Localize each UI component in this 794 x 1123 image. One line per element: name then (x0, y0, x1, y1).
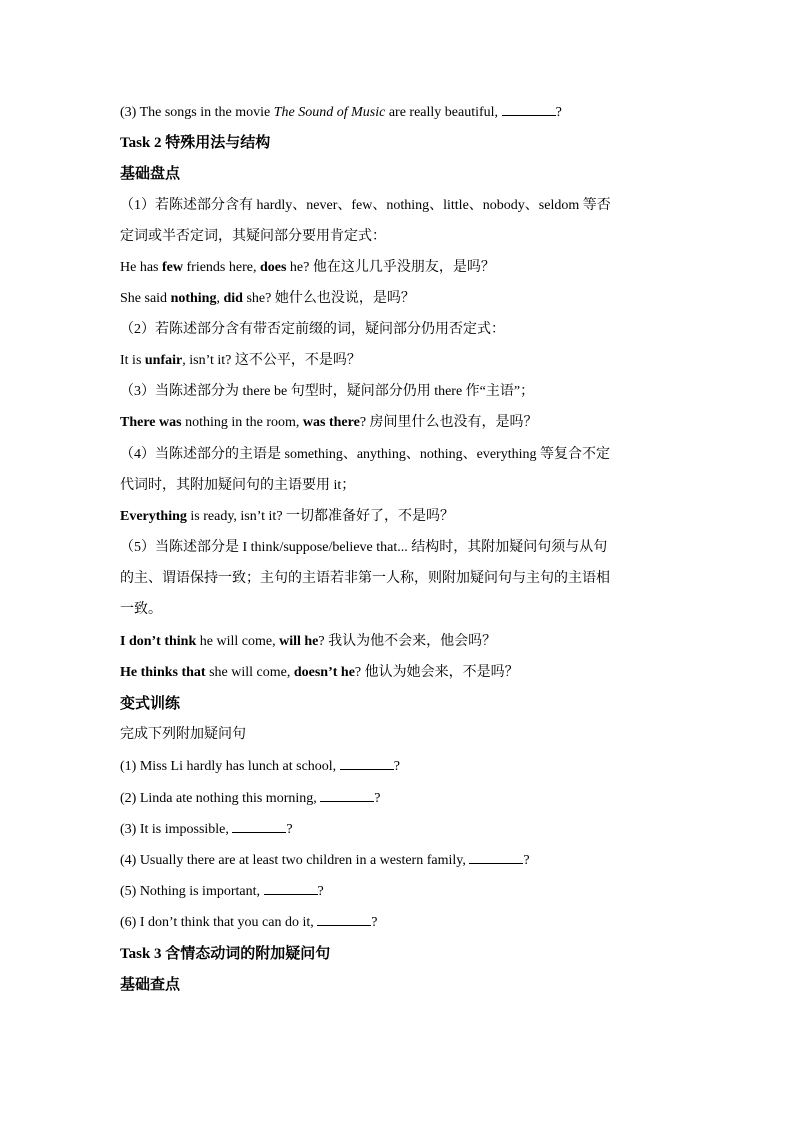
text-line (120, 477, 680, 495)
text-line (120, 103, 680, 122)
text-line (120, 882, 680, 901)
answer-blank (469, 851, 523, 864)
answer-blank (320, 789, 374, 802)
answer-blank (264, 882, 318, 895)
text-run: ? 我认为他不会来，他会吗？ (318, 634, 497, 649)
text-line (120, 414, 680, 432)
text-run: （1）若陈述部分含有 hardly、never、few、nothing、little、nobody、seldom 等否 (120, 198, 611, 213)
text-line (120, 633, 680, 651)
text-run: ? (317, 884, 324, 899)
text-run: (4) Usually there are at least two children in a western family, (120, 853, 470, 868)
text-run: (3) The songs in the movie (120, 105, 274, 120)
text-run: 代词时，其附加疑问句的主语要用 it； (120, 478, 356, 493)
section-heading (120, 695, 680, 713)
text-line (120, 601, 680, 619)
text-run: , isn’t it? 这不公平，不是吗？ (182, 353, 361, 368)
text-run: (2) Linda ate nothing this morning, (120, 791, 321, 806)
text-line (120, 726, 680, 744)
italic-text: The Sound of Music (273, 105, 386, 120)
bold-text: nothing (170, 291, 217, 306)
text-run: nothing in the room, (181, 415, 303, 430)
text-line (120, 352, 680, 370)
answer-blank (502, 103, 556, 116)
text-run: 定词或半否定词，其疑问部分要用肯定式： (120, 229, 386, 244)
text-run: she? 她什么也没说，是吗？ (242, 291, 415, 306)
answer-blank (317, 913, 371, 926)
text-line (120, 446, 680, 464)
text-line (120, 290, 680, 308)
bold-text: doesn’t he (293, 665, 355, 680)
text-run: （4）当陈述部分的主语是 something、anything、nothing、everything 等复合不定 (120, 447, 610, 462)
text-run: Task 2 特殊用法与结构 (120, 135, 271, 151)
bold-text: He thinks that (120, 665, 206, 680)
text-line (120, 789, 680, 808)
text-run: is ready, isn’t it? 一切都准备好了，不是吗？ (186, 509, 455, 524)
text-run: friends here, (183, 260, 260, 275)
bold-text: Everything (120, 509, 187, 524)
text-run: 的主、谓语保持一致；主句的主语若非第一人称，则附加疑问句与主句的主语相 (120, 571, 610, 586)
text-line (120, 228, 680, 246)
bold-text: will he (279, 634, 319, 649)
section-heading (120, 945, 680, 963)
text-line (120, 197, 680, 215)
bold-text: unfair (144, 353, 183, 368)
text-run: （5）当陈述部分是 I think/suppose/believe that... 结构时，其附加疑问句须与从句 (120, 540, 608, 555)
text-run: ? (523, 853, 530, 868)
bold-text: I don’t think (120, 634, 197, 649)
text-run: It is (120, 353, 145, 368)
text-line (120, 321, 680, 339)
text-run: （3）当陈述部分为 there be 句型时，疑问部分仍用 there 作“主语”； (120, 384, 535, 399)
text-run: ? (393, 759, 400, 774)
text-run: ? (374, 791, 381, 806)
text-line (120, 913, 680, 932)
text-line (120, 757, 680, 776)
text-run: 基础盘点 (120, 166, 181, 182)
bold-text: There was (120, 415, 182, 430)
text-run: she will come, (205, 665, 294, 680)
text-line (120, 570, 680, 588)
text-run: （2）若陈述部分含有带否定前缀的词，疑问部分仍用否定式： (120, 322, 505, 337)
text-line (120, 539, 680, 557)
text-run: 完成下列附加疑问句 (120, 727, 246, 742)
text-run: , (216, 291, 224, 306)
text-run: (5) Nothing is important, (120, 884, 264, 899)
text-run: She said (120, 291, 171, 306)
text-line (120, 820, 680, 839)
text-line (120, 259, 680, 277)
bold-text: few (162, 260, 183, 275)
bold-text: did (223, 291, 243, 306)
section-heading (120, 134, 680, 152)
section-heading (120, 165, 680, 183)
text-line (120, 664, 680, 682)
text-line (120, 383, 680, 401)
text-run: he will come, (196, 634, 280, 649)
section-heading (120, 976, 680, 994)
text-run: ? 房间里什么也没有，是吗？ (359, 415, 538, 430)
text-run: (1) Miss Li hardly has lunch at school, (120, 759, 340, 774)
text-line (120, 851, 680, 870)
text-run: (6) I don’t think that you can do it, (120, 915, 318, 930)
text-run: 一致。 (120, 602, 162, 617)
answer-blank (232, 820, 286, 833)
text-run: 基础查点 (120, 977, 181, 993)
text-run: (3) It is impossible, (120, 822, 233, 837)
text-run: 变式训练 (120, 696, 181, 712)
text-run: He has (120, 260, 162, 275)
text-run: ? (555, 105, 562, 120)
text-line (120, 508, 680, 526)
answer-blank (340, 757, 394, 770)
text-run: ? (371, 915, 378, 930)
text-run: are really beautiful, (385, 105, 502, 120)
text-run: ? (286, 822, 293, 837)
text-run: ? 他认为她会来，不是吗？ (354, 665, 519, 680)
bold-text: was there (302, 415, 360, 430)
bold-text: does (259, 260, 287, 275)
text-run: Task 3 含情态动词的附加疑问句 (120, 946, 331, 962)
text-run: he? 他在这儿几乎没朋友，是吗？ (286, 260, 495, 275)
